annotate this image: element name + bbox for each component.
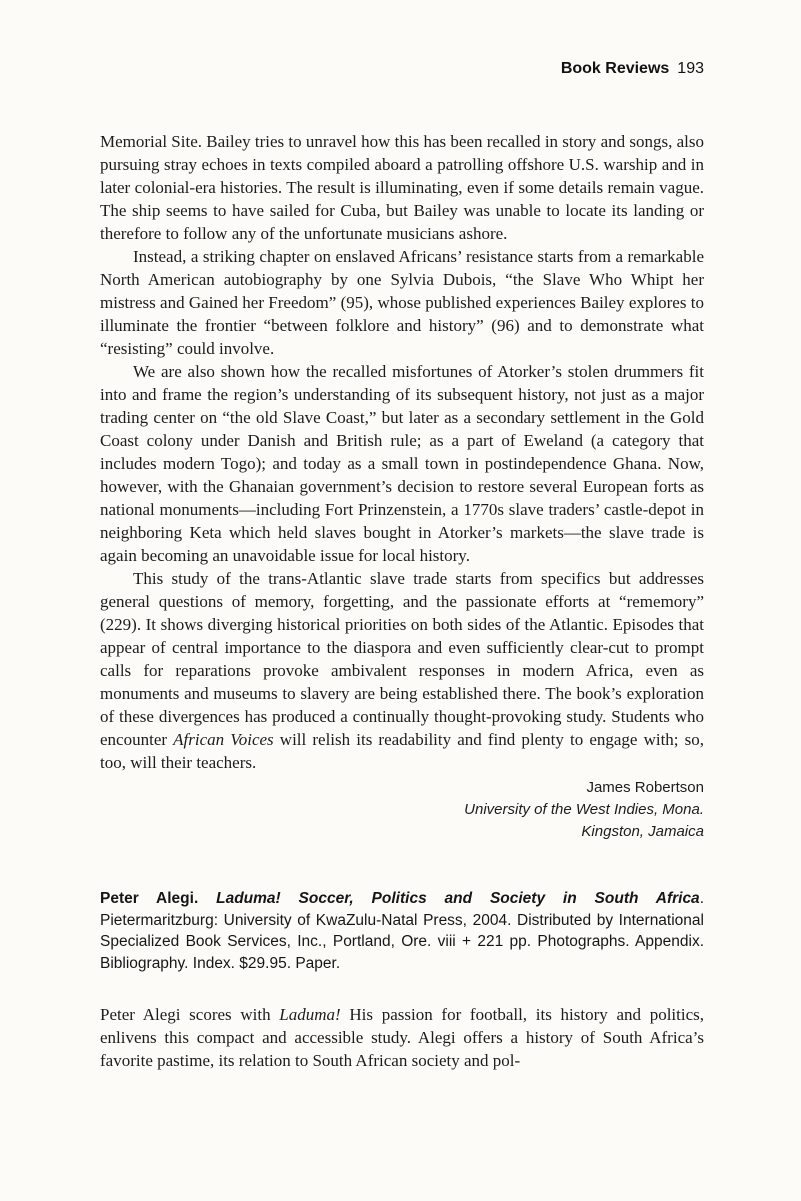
inline-book-title: Laduma! — [279, 1005, 341, 1024]
reviewer-location: Kingston, Jamaica — [581, 823, 704, 840]
book-author: Peter Alegi. — [100, 890, 217, 907]
paragraph-1: Memorial Site. Bailey tries to unravel how this has been recalled in story and songs, also pursuing stray echoes in texts compiled aboard a patrolling offshore U.S. warship and in later colonial-era histories. The result is illuminating, even if some details remain vague. The ship seems to have sailed for Cuba, but Bailey was unable to locate its landing or therefore to follow any of the unfortunate musicians ashore. — [100, 132, 704, 243]
reviewer-signature — [100, 777, 704, 843]
reviewer-name: James Robertson — [586, 779, 704, 796]
reviewer-affiliation: University of the West Indies, Mona. — [464, 801, 704, 818]
paragraph-4-text-after: will relish its readability and find plenty to engage with; so, too, will their teachers. — [100, 730, 705, 772]
running-head — [100, 0, 704, 78]
inline-book-title: African Voices — [173, 730, 274, 749]
paragraph-4-text-before: This study of the trans-Atlantic slave trade starts from specifics but addresses general questions of memory, forgetting, and the passionate efforts at “rememory” (229). It shows diverging historical priorities on both sides of the Atlantic. Episodes that appear of central importance to the diaspora and even sufficiently clear-cut to prompt calls for reparations provoke ambivalent responses in modern Africa, even as monuments and museums to slavery are being established there. The book’s exploration of these divergences has produced a continually thought-provoking study. Students who encounter — [100, 569, 704, 749]
section-title: Book Reviews — [560, 60, 670, 77]
opening-text-before: Peter Alegi scores with — [100, 1005, 280, 1024]
review-alegi-opening-paragraph — [100, 1003, 704, 1072]
paragraph-2: Instead, a striking chapter on enslaved Africans’ resistance starts from a remarkable North American autobiography by one Sylvia Dubois, “the Slave Who Whipt her mistress and Gained her Freedom” (95), whose published experiences Bailey explores to illuminate the frontier “between folklore and history” (96) and to demonstrate what “resisting” could involve. — [100, 247, 704, 358]
opening-text-after: His passion for football, its history and politics, enlivens this compact and accessible study. Alegi offers a history of South Africa’s favorite pastime, its relation to South African society and pol- — [100, 1005, 705, 1070]
review-robertson-text — [100, 130, 704, 774]
journal-page — [100, 0, 704, 1072]
paragraph-3: We are also shown how the recalled misfortunes of Atorker’s stolen drummers fit into and frame the region’s understanding of its subsequent history, not just as a major trading center on “the old Slave Coast,” but later as a secondary settlement in the Gold Coast colony under Danish and British rule; as a part of Eweland (a category that includes modern Togo); and today as a small town in postindependence Ghana. Now, however, with the Ghanaian government’s decision to restore several European forts as national monuments—including Fort Prinzenstein, a 1770s slave traders’ castle-depot in neighboring Keta which held slaves bought in Atorker’s markets—the slave trade is again becoming an unavoidable issue for local history. — [100, 362, 704, 565]
paragraph-4 — [100, 567, 704, 774]
page-number: 193 — [677, 60, 704, 77]
book-title: Laduma! Soccer, Politics and Society in South Africa — [216, 890, 700, 907]
publication-info: . Pietermaritzburg: University of KwaZulu-Natal Press, 2004. Distributed by International Specialized Book Services, Inc., Portland, Ore. viii + 221 pp. Photographs. Appendix. Bibliography. Index. $29.95. Paper. — [100, 890, 704, 972]
review-citation — [100, 888, 704, 974]
